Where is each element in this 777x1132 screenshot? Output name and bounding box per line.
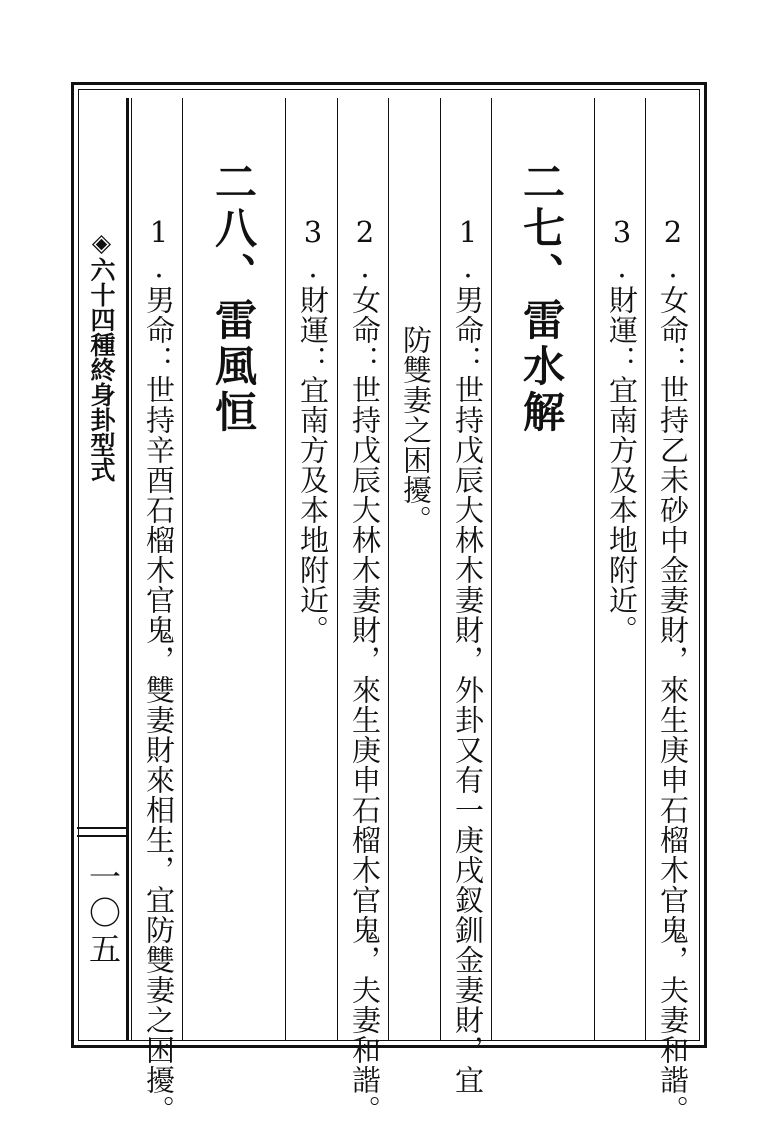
column-rule [594,98,595,1040]
text-column: 3.財運：宜南方及本地附近。 [296,215,330,645]
column-rule [337,98,338,1040]
margin-divider [77,827,129,829]
column-rule [645,98,646,1040]
section-heading: 二八、雷風恒 [209,160,258,436]
text-column: 2.女命：世持乙未砂中金妻財，來生庚申石榴木官鬼，夫妻和諧。 [656,215,690,1125]
page-number: 一〇五 [84,860,122,968]
text-column: 1.男命：世持戊辰大林木妻財，外卦又有一庚戌釵釧金妻財，宜 [451,215,485,1095]
column-rule [388,98,389,1040]
text-column: 3.財運：宜南方及本地附近。 [605,215,639,645]
section-heading: 二七、雷水解 [517,160,566,436]
text-column: 2.女命：世持戊辰大林木妻財，來生庚申石榴木官鬼，夫妻和諧。 [348,215,382,1125]
column-rule [440,98,441,1040]
text-column: 1.男命：世持辛酉石榴木官鬼，雙妻財來相生，宜防雙妻之困擾。 [142,215,176,1125]
text-column: 防雙妻之困擾。 [399,325,433,535]
column-rule [182,98,183,1040]
column-rule [491,98,492,1040]
margin-divider [77,835,129,837]
column-rule [131,98,132,1040]
margin-rule [126,98,129,1040]
column-rule [285,98,286,1040]
running-title: ◈六十四種終身卦型式 [87,228,116,482]
